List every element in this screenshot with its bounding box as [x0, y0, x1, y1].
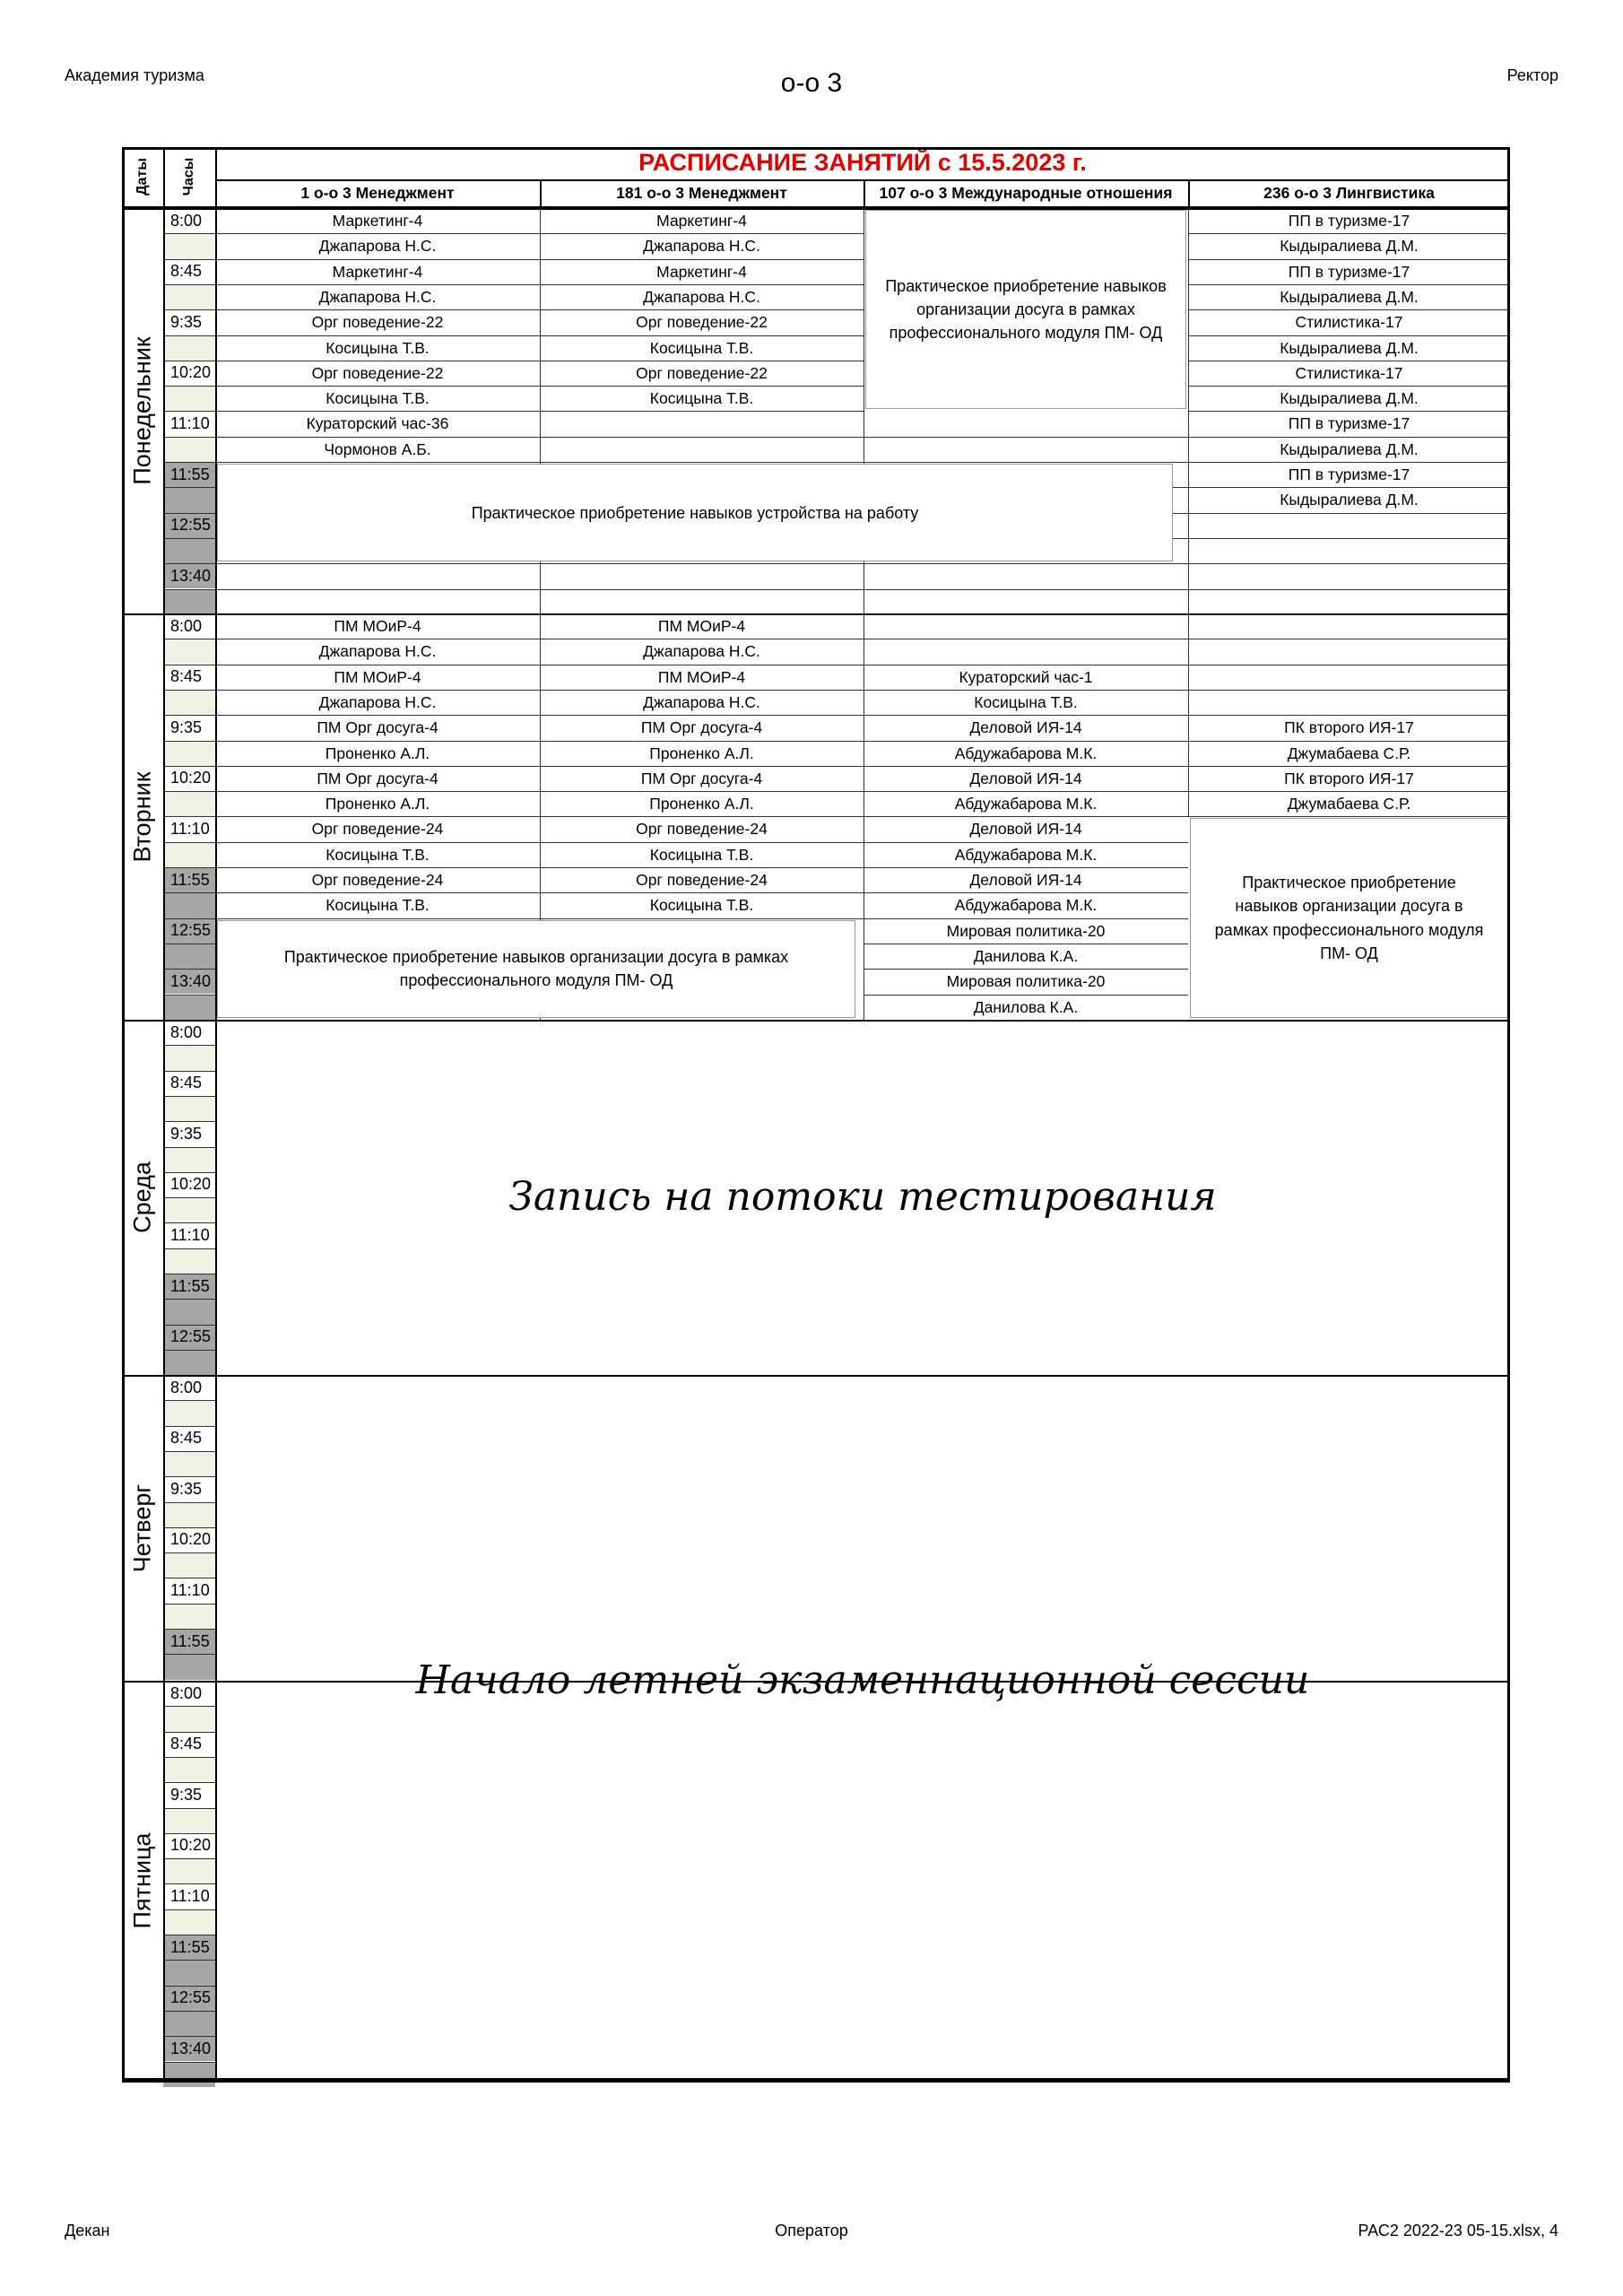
day-label: Понедельник [128, 336, 156, 485]
time-slot-fill [163, 1808, 215, 1833]
schedule-cell: Джапарова Н.С. [643, 642, 760, 661]
grid-line [864, 437, 1188, 438]
grid-line [163, 1732, 215, 1733]
time-slot-fill [163, 589, 215, 614]
grid-line [163, 816, 215, 817]
time-slot: 13:40 [163, 969, 215, 994]
schedule-cell: Косицына Т.В. [649, 896, 754, 915]
schedule-cell: Кыдыралиева Д.М. [1280, 491, 1419, 509]
grid-line [163, 259, 215, 260]
time-slot: 8:00 [163, 613, 215, 639]
time-slot-fill [163, 1858, 215, 1883]
grid-line [540, 179, 542, 206]
grid-line [163, 1909, 215, 1910]
schedule-cell: Орг поведение-22 [636, 363, 768, 382]
grid-line [163, 2062, 215, 2063]
day-label: Среда [128, 1161, 156, 1233]
time-slot-fill [163, 487, 215, 512]
grid-line [163, 995, 215, 996]
time-slot: 8:00 [163, 1681, 215, 1706]
time-slot: 12:55 [163, 918, 215, 944]
time-slot: 11:55 [163, 867, 215, 892]
schedule-cell: Проненко А.Л. [649, 795, 754, 813]
time-slot-fill [163, 1197, 215, 1222]
grid-line [163, 1604, 215, 1605]
time-slot: 8:45 [163, 1071, 215, 1096]
exam-session-banner: Начало летней экзаменнационной сессии [415, 1657, 1310, 1703]
grid-line [163, 1782, 215, 1783]
schedule-cell: Деловой ИЯ-14 [969, 871, 1082, 890]
schedule-cell: Кыдыралиева Д.М. [1280, 237, 1419, 256]
grid-line [1188, 690, 1510, 691]
grid-line [163, 766, 215, 767]
schedule-title: РАСПИСАНИЕ ЗАНЯТИЙ с 15.5.2023 г. [638, 149, 1087, 177]
grid-line [163, 386, 215, 387]
time-slot: 11:10 [163, 1883, 215, 1909]
schedule-cell: Косицына Т.В. [325, 845, 430, 864]
schedule-cell: Кураторский час-1 [959, 667, 1093, 686]
grid-line [163, 147, 165, 2081]
time-slot: 10:20 [163, 1172, 215, 1197]
grid-line [163, 1222, 215, 1223]
grid-line [163, 1172, 215, 1173]
merged-activity-cell: Практическое приобретение навыков устройства на работу [217, 464, 1173, 561]
schedule-cell: Маркетинг-4 [656, 212, 747, 230]
column-header: 107 о-о 3 Международные отношения [879, 183, 1173, 202]
time-slot: 10:20 [163, 361, 215, 386]
time-slot: 8:00 [163, 1375, 215, 1400]
schedule-cell: Данилова К.А. [973, 946, 1079, 965]
grid-line [864, 462, 1188, 463]
schedule-cell: Проненко А.Л. [649, 744, 754, 762]
hours-header: Часы [181, 157, 196, 196]
schedule-cell: ПМ Орг досуга-4 [317, 718, 438, 737]
merged-activity-cell: Практическое приобретение навыков организации досуга в рамках профессионального модуля ПМ- ОД [1190, 818, 1508, 1017]
grid-line [1188, 538, 1510, 539]
grid-line [163, 1986, 215, 1987]
schedule-cell: Кыдыралиева Д.М. [1280, 439, 1419, 458]
schedule-cell: ПМ МОиР-4 [657, 617, 746, 636]
grid-line [163, 1325, 215, 1326]
grid-line [163, 233, 215, 234]
grid-line [163, 1121, 215, 1122]
schedule-cell: Джапарова Н.С. [643, 692, 760, 711]
grid-line [163, 1858, 215, 1859]
grid-line [163, 1960, 215, 1961]
time-slot: 13:40 [163, 563, 215, 588]
time-slot-fill [163, 1400, 215, 1425]
operator-label: Оператор [775, 2222, 848, 2239]
day-label: Пятница [128, 1832, 156, 1929]
schedule-cell: Кыдыралиева Д.М. [1280, 287, 1419, 306]
schedule-cell: Абдужабарова М.К. [954, 744, 1098, 762]
schedule-cell: Джапарова Н.С. [318, 692, 437, 711]
grid-line [163, 741, 215, 742]
schedule-cell: Проненко А.Л. [325, 795, 430, 813]
time-slot: 11:10 [163, 1222, 215, 1248]
schedule-cell: Косицына Т.В. [325, 338, 430, 357]
grid-line [540, 563, 864, 564]
time-slot-fill [163, 386, 215, 411]
schedule-cell: ПП в туризме-17 [1288, 465, 1410, 484]
grid-line [122, 1375, 1510, 1377]
grid-line [163, 1552, 215, 1553]
time-slot-fill [163, 1909, 215, 1935]
schedule-cell: ПМ Орг досуга-4 [640, 769, 763, 787]
time-slot: 11:55 [163, 1629, 215, 1654]
grid-line [163, 284, 215, 285]
schedule-cell: Орг поведение-22 [311, 313, 444, 332]
schedule-cell: Мировая политика-20 [946, 921, 1106, 940]
grid-line [163, 1654, 215, 1655]
grid-line [163, 538, 215, 539]
schedule-cell: Косицына Т.В. [325, 896, 430, 915]
grid-line [540, 462, 864, 463]
grid-line [163, 487, 215, 488]
schedule-cell: Чормонов А.Б. [324, 439, 431, 458]
grid-line [215, 179, 1510, 181]
schedule-cell: Кыдыралиева Д.М. [1280, 389, 1419, 408]
grid-line [163, 715, 215, 716]
schedule-cell: ПМ Орг досуга-4 [640, 718, 763, 737]
time-slot-fill [163, 791, 215, 816]
time-slot: 11:10 [163, 816, 215, 841]
grid-line [163, 1451, 215, 1452]
grid-line [163, 1350, 215, 1351]
grid-line [163, 411, 215, 412]
time-slot-fill [163, 335, 215, 361]
time-slot: 8:45 [163, 259, 215, 284]
time-slot: 11:10 [163, 411, 215, 436]
schedule-cell: Маркетинг-4 [332, 212, 423, 230]
grid-line [540, 918, 864, 919]
time-slot-fill [163, 437, 215, 462]
schedule-cell: ПП в туризме-17 [1288, 212, 1410, 230]
schedule-cell: Орг поведение-22 [636, 313, 768, 332]
time-slot-fill [163, 1960, 215, 1985]
time-slot: 9:35 [163, 1476, 215, 1501]
time-slot: 12:55 [163, 1986, 215, 2011]
time-slot-fill [163, 1552, 215, 1578]
testing-registration-banner: Запись на потоки тестирования [508, 1173, 1217, 1220]
time-slot: 12:55 [163, 1325, 215, 1350]
grid-line [215, 918, 540, 919]
time-slot: 9:35 [163, 309, 215, 335]
time-slot-fill [163, 1299, 215, 1324]
grid-line [163, 1808, 215, 1809]
time-slot: 11:10 [163, 1578, 215, 1603]
time-slot: 11:55 [163, 1935, 215, 1960]
grid-line [163, 2036, 215, 2037]
schedule-cell: Деловой ИЯ-14 [969, 769, 1082, 787]
grid-line [163, 335, 215, 336]
time-slot-fill [163, 284, 215, 309]
schedule-cell: ПМ МОиР-4 [657, 667, 746, 686]
time-slot: 8:45 [163, 1732, 215, 1757]
grid-line [163, 918, 215, 919]
time-slot-fill [163, 233, 215, 258]
column-header: 181 о-о 3 Менеджмент [616, 183, 787, 202]
grid-line [540, 411, 864, 412]
time-slot-fill [163, 1654, 215, 1679]
grid-line [163, 513, 215, 514]
grid-line [163, 1197, 215, 1198]
grid-line [163, 1527, 215, 1528]
academy-name: Академия туризма [65, 66, 204, 84]
grid-line [163, 1706, 215, 1707]
dean-label: Декан [65, 2222, 110, 2239]
grid-line [163, 1147, 215, 1148]
merged-activity-cell: Практическое приобретение навыков организации досуга в рамках профессионального модуля ПМ- ОД [217, 920, 855, 1018]
time-slot-fill [163, 1045, 215, 1070]
schedule-cell: ПМ МОиР-4 [334, 617, 421, 636]
grid-line [864, 563, 1188, 564]
time-slot: 13:40 [163, 2036, 215, 2061]
grid-line [163, 1248, 215, 1249]
schedule-cell: Деловой ИЯ-14 [969, 718, 1082, 737]
grid-line [163, 1426, 215, 1427]
merged-activity-cell: Практическое приобретение навыков организации досуга в рамках профессионального модуля ПМ- ОД [865, 210, 1186, 409]
schedule-cell: Абдужабарова М.К. [954, 845, 1098, 864]
grid-line [1188, 816, 1510, 817]
time-slot-fill [163, 1350, 215, 1375]
time-slot-fill [163, 1096, 215, 1121]
schedule-cell: Кыдыралиева Д.М. [1280, 338, 1419, 357]
schedule-cell: Мировая политика-20 [946, 972, 1106, 991]
time-slot-fill [163, 690, 215, 715]
group-title: о-о 3 [780, 68, 843, 98]
schedule-cell: ПМ Орг досуга-4 [317, 769, 438, 787]
column-header: 236 о-о 3 Лингвистика [1263, 183, 1435, 202]
schedule-cell: Джапарова Н.С. [643, 287, 760, 306]
time-slot-fill [163, 639, 215, 664]
time-slot-fill [163, 538, 215, 563]
time-slot: 10:20 [163, 1833, 215, 1858]
grid-line [163, 1502, 215, 1503]
grid-line [864, 614, 1188, 615]
grid-line [163, 589, 215, 590]
time-slot: 9:35 [163, 715, 215, 740]
time-slot: 8:00 [163, 208, 215, 233]
grid-line [163, 1400, 215, 1401]
grid-line [163, 1476, 215, 1477]
grid-line [163, 969, 215, 970]
time-slot: 8:00 [163, 1020, 215, 1045]
grid-line [1188, 614, 1510, 615]
time-slot: 10:20 [163, 1527, 215, 1552]
day-label: Четверг [128, 1483, 156, 1572]
grid-line [540, 589, 864, 590]
grid-line [163, 1833, 215, 1834]
time-slot: 11:55 [163, 462, 215, 487]
grid-line [864, 179, 865, 206]
time-slot: 10:20 [163, 766, 215, 791]
grid-line [163, 1096, 215, 1097]
grid-line [163, 791, 215, 792]
grid-line [1188, 589, 1510, 590]
schedule-table [122, 147, 1510, 2081]
grid-line [163, 462, 215, 463]
grid-line [163, 563, 215, 564]
time-slot-fill [163, 1706, 215, 1731]
time-slot-fill [163, 1502, 215, 1527]
time-slot-fill [163, 2062, 215, 2087]
grid-line [163, 1757, 215, 1758]
time-slot-fill [163, 1604, 215, 1629]
schedule-cell: Косицына Т.В. [649, 845, 754, 864]
grid-line [163, 892, 215, 893]
time-slot-fill [163, 892, 215, 918]
time-slot: 9:35 [163, 1782, 215, 1807]
time-slot-fill [163, 1451, 215, 1476]
schedule-cell: Орг поведение-22 [311, 363, 444, 382]
grid-line [163, 2011, 215, 2012]
schedule-cell: Маркетинг-4 [656, 262, 747, 281]
grid-line [1188, 563, 1510, 564]
grid-line [163, 867, 215, 868]
schedule-cell: Косицына Т.В. [649, 389, 754, 408]
grid-line [163, 842, 215, 843]
file-name: РАС2 2022-23 05-15.xlsx, 4 [1358, 2222, 1558, 2239]
grid-line [864, 589, 1188, 590]
schedule-cell: Стилистика-17 [1295, 313, 1403, 332]
time-slot: 8:45 [163, 665, 215, 690]
time-slot-fill [163, 1757, 215, 1782]
column-header: 1 о-о 3 Менеджмент [300, 183, 455, 202]
schedule-cell: Кураторский час-36 [306, 414, 449, 433]
time-slot-fill [163, 995, 215, 1020]
schedule-cell: Стилистика-17 [1295, 363, 1403, 382]
grid-line [163, 690, 215, 691]
time-slot-fill [163, 1248, 215, 1274]
rector-label: Ректор [1506, 66, 1558, 84]
schedule-cell: Проненко А.Л. [325, 744, 430, 762]
grid-line [1188, 513, 1510, 514]
schedule-cell: Джапарова Н.С. [318, 287, 437, 306]
time-slot: 11:55 [163, 1274, 215, 1299]
schedule-cell: Косицына Т.В. [974, 692, 1078, 711]
grid-line [215, 563, 540, 564]
schedule-cell: Джапарова Н.С. [318, 237, 437, 256]
schedule-cell: Джапарова Н.С. [643, 237, 760, 256]
grid-line [163, 309, 215, 310]
schedule-cell: Орг поведение-24 [311, 871, 444, 890]
schedule-cell: Орг поведение-24 [636, 871, 768, 890]
schedule-cell: Джумабаева С.Р. [1287, 795, 1411, 813]
time-slot-fill [163, 842, 215, 867]
time-slot: 12:55 [163, 513, 215, 538]
schedule-cell: Джапарова Н.С. [318, 642, 437, 661]
grid-line [540, 437, 864, 438]
schedule-cell: ПМ МОиР-4 [334, 667, 421, 686]
schedule-cell: ПК второго ИЯ-17 [1284, 718, 1414, 737]
grid-line [163, 1071, 215, 1072]
grid-line [163, 1045, 215, 1046]
schedule-cell: ПП в туризме-17 [1288, 414, 1410, 433]
schedule-cell: Косицына Т.В. [649, 338, 754, 357]
time-slot-fill [163, 741, 215, 766]
schedule-cell: Орг поведение-24 [636, 820, 768, 839]
schedule-cell: Данилова К.А. [973, 997, 1079, 1016]
time-slot-fill [163, 2011, 215, 2036]
time-slot-fill [163, 944, 215, 969]
schedule-cell: Маркетинг-4 [332, 262, 423, 281]
schedule-cell: ПК второго ИЯ-17 [1284, 769, 1414, 787]
grid-line [163, 1629, 215, 1630]
schedule-cell: ПП в туризме-17 [1288, 262, 1410, 281]
grid-line [215, 589, 540, 590]
schedule-cell: Орг поведение-24 [311, 820, 444, 839]
schedule-cell: Абдужабарова М.К. [954, 896, 1098, 915]
schedule-cell: Деловой ИЯ-14 [969, 820, 1082, 839]
grid-line [163, 1883, 215, 1884]
grid-line [122, 2081, 1510, 2083]
grid-line [1188, 179, 1190, 206]
time-slot: 9:35 [163, 1121, 215, 1146]
schedule-cell: Косицына Т.В. [325, 389, 430, 408]
time-slot: 8:45 [163, 1426, 215, 1451]
schedule-cell: Абдужабарова М.К. [954, 795, 1098, 813]
time-slot-fill [163, 1147, 215, 1172]
grid-line [215, 147, 217, 2081]
grid-line [215, 462, 540, 463]
grid-line [163, 1299, 215, 1300]
schedule-cell: Джумабаева С.Р. [1287, 744, 1411, 762]
day-label: Вторник [128, 770, 156, 863]
grid-line [163, 437, 215, 438]
dates-header: Даты [135, 158, 150, 196]
